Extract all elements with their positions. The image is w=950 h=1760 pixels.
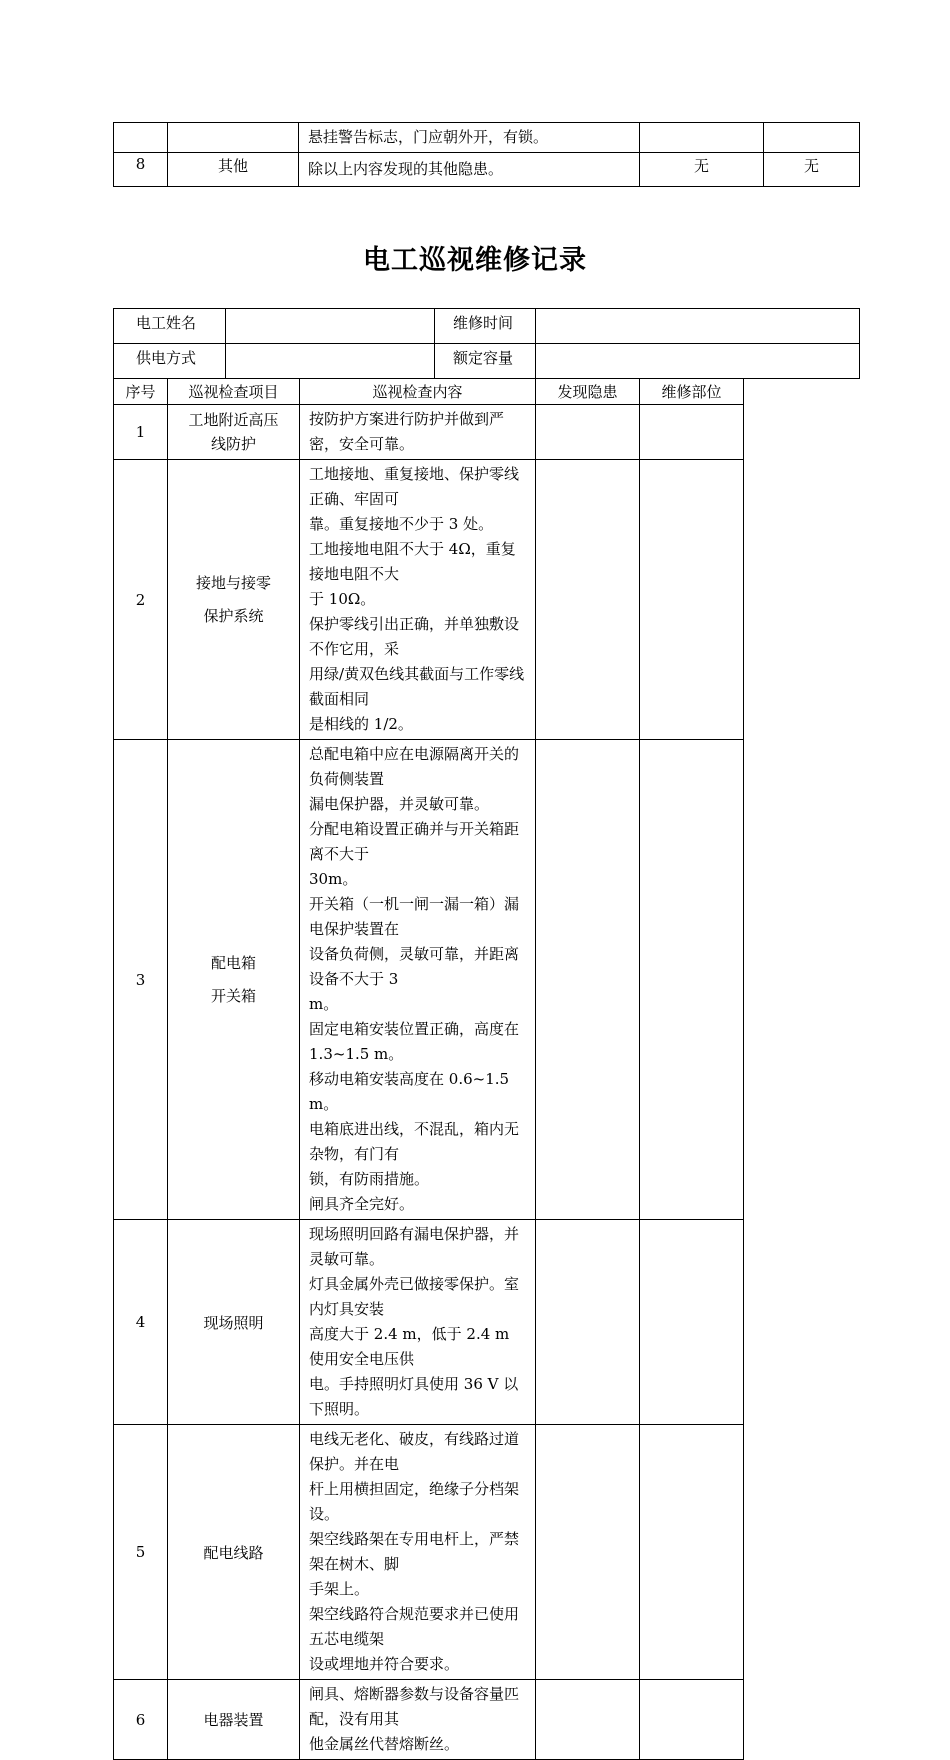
- row-repair: 无: [764, 153, 860, 187]
- content-line: 闸具齐全完好。: [309, 1195, 415, 1213]
- row-content: 悬挂警告标志，门应朝外开，有锁。: [299, 123, 640, 153]
- content-line: 靠。重复接地不少于 3 处。: [309, 515, 494, 533]
- item-line: 保护系统: [203, 606, 264, 625]
- row-content: [300, 1425, 536, 1680]
- content-line: 架空线路符合规范要求并已使用五芯电缆架: [309, 1605, 520, 1648]
- content-line: 移动电箱安装高度在 0.6~1.5 m。: [309, 1070, 510, 1113]
- row-repair: [640, 740, 744, 1220]
- content-line: 电。手持照明灯具使用 36 V 以下照明。: [309, 1375, 519, 1418]
- content-line: 他金属丝代替熔断丝。: [309, 1735, 460, 1753]
- row-repair: [640, 405, 744, 460]
- row-repair: [640, 1220, 744, 1425]
- electrician-name-label: 电工姓名: [114, 309, 226, 344]
- row-item: [168, 1425, 300, 1680]
- row-item: [168, 1220, 300, 1425]
- content-line: 工地接地、重复接地、保护零线正确、牢固可: [309, 465, 520, 508]
- item-line: 接地与接零: [196, 573, 272, 592]
- item-line: 线防护: [211, 435, 257, 453]
- row-hazard: [536, 1220, 640, 1425]
- info-row: [114, 344, 860, 379]
- content-line: 电线无老化、破皮，有线路过道保护。并在电: [309, 1430, 520, 1473]
- content-line: 闸具、熔断器参数与设备容量匹配，没有用其: [309, 1685, 520, 1728]
- content-line: 设或埋地并符合要求。: [309, 1655, 460, 1673]
- row-hazard: [536, 1680, 640, 1760]
- row-hazard: [536, 1425, 640, 1680]
- table-row: [114, 740, 860, 1220]
- row-content: [300, 405, 536, 460]
- header-repair: 维修部位: [640, 379, 744, 405]
- row-content: [300, 460, 536, 740]
- item-line: 现场照明: [203, 1313, 264, 1332]
- row-hazard: [536, 740, 640, 1220]
- row-repair: [640, 1680, 744, 1760]
- item-line: 配电线路: [203, 1543, 264, 1562]
- row-hazard: [536, 460, 640, 740]
- content-line: 灯具金属外壳已做接零保护。室内灯具安装: [309, 1275, 520, 1318]
- row-repair: [640, 1425, 744, 1680]
- content-line: 按防护方案进行防护并做到严密，安全可靠。: [309, 410, 505, 453]
- row-item: [168, 123, 299, 153]
- repair-time-value: [536, 309, 860, 344]
- row-number: 2: [114, 460, 168, 740]
- row-number: 8: [114, 153, 168, 187]
- content-line: 手架上。: [309, 1580, 370, 1598]
- content-line: 高度大于 2.4 m，低于 2.4 m 使用安全电压供: [309, 1325, 510, 1368]
- row-content: [300, 1680, 536, 1760]
- row-content: 除以上内容发现的其他隐患。: [299, 153, 640, 187]
- header-hazard: 发现隐患: [536, 379, 640, 405]
- content-line: 分配电箱设置正确并与开关箱距离不大于: [309, 820, 520, 863]
- header-item: 巡视检查项目: [168, 379, 300, 405]
- header-number: 序号: [114, 379, 168, 405]
- row-number: 5: [114, 1425, 168, 1680]
- content-line: 架空线路架在专用电杆上，严禁架在树木、脚: [309, 1530, 520, 1573]
- rated-capacity-value: [536, 344, 860, 379]
- content-line: 工地接地电阻不大于 4Ω，重复接地电阻不大: [309, 540, 516, 583]
- item-line: 开关箱: [211, 986, 257, 1005]
- row-number: 1: [114, 405, 168, 460]
- row-hazard: [640, 123, 764, 153]
- item-line: 电器装置: [203, 1711, 264, 1729]
- rated-capacity-label: 额定容量: [435, 344, 536, 379]
- content-line: 用绿/黄双色线其截面与工作零线截面相同: [309, 665, 525, 708]
- item-line: 配电箱: [211, 953, 257, 972]
- table-row: [114, 1425, 860, 1680]
- content-line: 锁，有防雨措施。: [309, 1170, 430, 1188]
- content-line: m。: [309, 995, 339, 1013]
- row-hazard: [536, 405, 640, 460]
- power-supply-label: 供电方式: [114, 344, 226, 379]
- content-line: 总配电箱中应在电源隔离开关的负荷侧装置: [309, 745, 520, 788]
- content-line: 保护零线引出正确，并单独敷设不作它用，采: [309, 615, 520, 658]
- row-repair: [640, 460, 744, 740]
- content-line: 设备负荷侧，灵敏可靠，并距离设备不大于 3: [309, 945, 520, 988]
- row-item: [168, 460, 300, 740]
- info-row: [114, 309, 860, 344]
- row-repair: [764, 123, 860, 153]
- table-row: [114, 1680, 860, 1760]
- table-row: [114, 123, 860, 153]
- content-line: 开关箱（一机一闸一漏一箱）漏电保护装置在: [309, 895, 520, 938]
- table-row: [114, 153, 860, 187]
- content-line: 于 10Ω。: [309, 590, 376, 608]
- row-number: 4: [114, 1220, 168, 1425]
- header-content: 巡视检查内容: [300, 379, 536, 405]
- row-number: [114, 123, 168, 153]
- power-supply-value: [226, 344, 435, 379]
- continued-check-table: [113, 122, 860, 187]
- row-item: [168, 405, 300, 460]
- row-item: [168, 1680, 300, 1760]
- item-line: 工地附近高压: [188, 411, 279, 429]
- row-content: [300, 1220, 536, 1425]
- row-hazard: 无: [640, 153, 764, 187]
- inspection-record-table: [113, 308, 860, 1760]
- content-line: 电箱底进出线，不混乱，箱内无杂物，有门有: [309, 1120, 520, 1163]
- header-row: [114, 379, 860, 405]
- page-title: 电工巡视维修记录: [363, 245, 587, 276]
- row-number: 3: [114, 740, 168, 1220]
- content-line: 现场照明回路有漏电保护器，并灵敏可靠。: [309, 1225, 520, 1268]
- row-number: 6: [114, 1680, 168, 1760]
- table-row: [114, 1220, 860, 1425]
- content-line: 固定电箱安装位置正确，高度在 1.3~1.5 m。: [309, 1020, 520, 1063]
- row-item: [168, 740, 300, 1220]
- content-line: 是相线的 1/2。: [309, 715, 413, 733]
- electrician-name-value: [226, 309, 435, 344]
- table-row: [114, 460, 860, 740]
- row-item: 其他: [168, 153, 299, 187]
- table-row: [114, 405, 860, 460]
- content-line: 杆上用横担固定，绝缘子分档架设。: [309, 1480, 520, 1523]
- row-content: [300, 740, 536, 1220]
- content-line: 30m。: [309, 870, 358, 888]
- content-line: 漏电保护器，并灵敏可靠。: [309, 795, 490, 813]
- repair-time-label: 维修时间: [435, 309, 536, 344]
